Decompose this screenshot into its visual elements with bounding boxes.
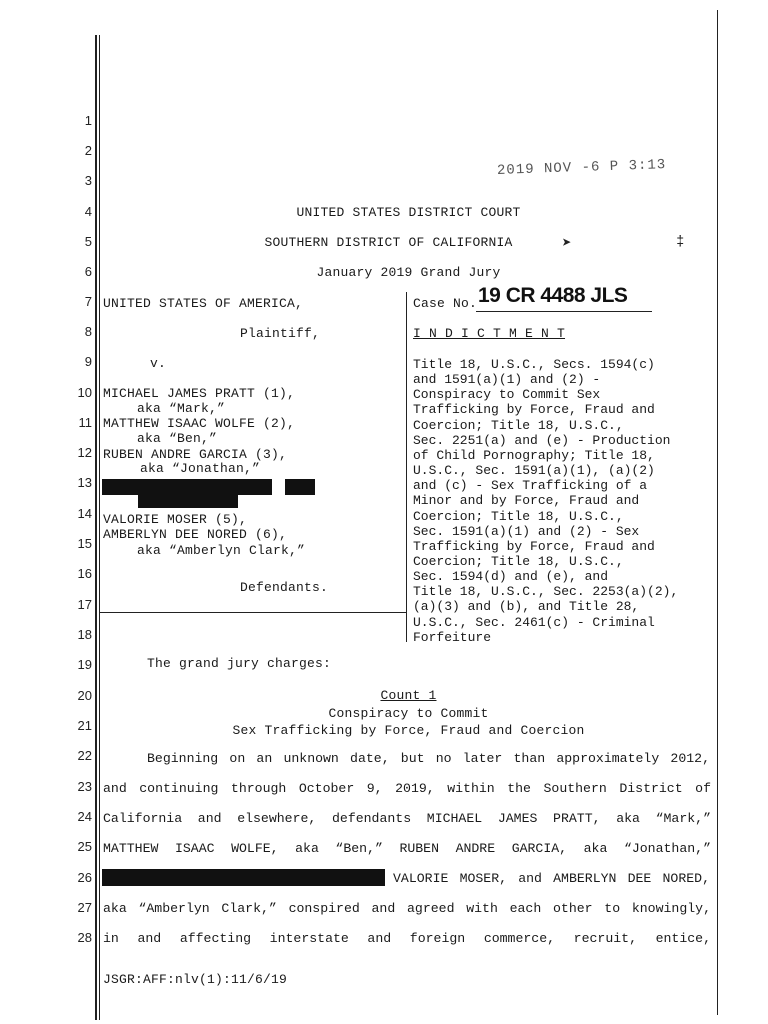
charge-line: Sec. 1591(a)(1) and (2) - Sex <box>413 523 640 539</box>
body-line: California and elsewhere, defendants MICHAEL JAMES PRATT, aka “Mark,” <box>103 811 711 826</box>
defendant-name: MATTHEW ISAAC WOLFE (2), <box>103 416 296 431</box>
body-line: aka “Amberlyn Clark,” conspired and agreed with each other to knowingly, <box>103 901 711 916</box>
line-number: 7 <box>84 294 92 309</box>
line-number: 16 <box>77 566 92 581</box>
case-label: Case No. <box>413 296 478 311</box>
caption-divider <box>406 292 407 642</box>
charge-line: Conspiracy to Commit Sex <box>413 387 601 403</box>
charges-intro: The grand jury charges: <box>147 656 332 671</box>
filing-stamp: 2019 NOV -6 P 3:13 <box>496 157 667 179</box>
line-number: 13 <box>77 475 92 490</box>
defendant-aka: aka “Ben,” <box>137 431 218 446</box>
line-number: 4 <box>84 204 92 219</box>
charge-line: Title 18, U.S.C., Sec. 2253(a)(2), <box>413 584 679 600</box>
body-line: MATTHEW ISAAC WOLFE, aka “Ben,” RUBEN ANDRE GARCIA, aka “Jonathan,” <box>103 841 711 856</box>
document-type: I N D I C T M E N T <box>413 326 566 341</box>
redaction-bar <box>285 479 315 495</box>
line-number: 10 <box>77 385 92 400</box>
count-subtitle: Sex Trafficking by Force, Fraud and Coercion <box>232 723 585 738</box>
charge-line: of Child Pornography; Title 18, <box>413 447 655 463</box>
count-subtitle: Conspiracy to Commit <box>328 706 489 721</box>
defendant-aka: aka “Amberlyn Clark,” <box>137 543 306 558</box>
left-margin-line-outer <box>95 35 97 1020</box>
charge-line: Coercion; Title 18, U.S.C., <box>413 417 624 433</box>
line-number: 22 <box>77 748 92 763</box>
defendant-aka: aka “Jonathan,” <box>140 461 261 476</box>
line-number: 3 <box>84 173 92 188</box>
charge-line: Trafficking by Force, Fraud and <box>413 402 655 418</box>
line-number: 19 <box>77 657 92 672</box>
charge-line: Title 18, U.S.C., Secs. 1594(c) <box>413 357 655 372</box>
body-line: Beginning on an unknown date, but no later than approximately 2012, <box>147 751 710 766</box>
case-number: 19 CR 4488 JLS <box>478 284 628 307</box>
charge-line: Coercion; Title 18, U.S.C., <box>413 553 624 569</box>
court-name: UNITED STATES DISTRICT COURT <box>296 205 521 220</box>
grand-jury: January 2019 Grand Jury <box>316 265 501 280</box>
body-line: in and affecting interstate and foreign commerce, recruit, entice, <box>103 931 711 946</box>
charge-line: and 1591(a)(1) and (2) - <box>413 372 601 388</box>
charge-line: Sec. 2251(a) and (e) - Production <box>413 432 671 448</box>
line-number: 18 <box>77 627 92 642</box>
case-number-underline <box>476 311 652 312</box>
plaintiff-label: Plaintiff, <box>240 326 321 341</box>
defendant-name: VALORIE MOSER (5), <box>103 512 248 527</box>
charge-line: Coercion; Title 18, U.S.C., <box>413 508 624 524</box>
caption-left-border <box>99 292 100 642</box>
line-number: 12 <box>77 445 92 460</box>
line-number: 24 <box>77 809 92 824</box>
line-number: 21 <box>77 718 92 733</box>
line-number: 11 <box>78 415 92 430</box>
line-number: 26 <box>77 870 92 885</box>
footer-initials: JSGR:AFF:nlv(1):11/6/19 <box>103 972 288 987</box>
line-number: 9 <box>84 354 92 369</box>
body-line: VALORIE MOSER, and AMBERLYN DEE NORED, <box>393 871 710 886</box>
charge-line: Trafficking by Force, Fraud and <box>413 538 655 554</box>
charge-line: and (c) - Sex Trafficking of a <box>413 478 648 494</box>
line-number: 28 <box>77 930 92 945</box>
line-number: 25 <box>77 839 92 854</box>
versus: v. <box>150 356 167 371</box>
charge-line: Sec. 1594(d) and (e), and <box>413 569 609 585</box>
defendant-name: MICHAEL JAMES PRATT (1), <box>103 386 296 401</box>
plaintiff-name: UNITED STATES OF AMERICA, <box>103 296 304 311</box>
line-number: 15 <box>77 536 92 551</box>
line-number: 17 <box>77 597 92 612</box>
body-line: and continuing through October 9, 2019, within the Southern District of <box>103 781 711 796</box>
redaction-bar <box>102 869 385 886</box>
defendant-aka: aka “Mark,” <box>137 401 226 416</box>
charge-line: Forfeiture <box>413 629 492 645</box>
line-number: 23 <box>77 779 92 794</box>
defendants-label: Defendants. <box>240 580 329 595</box>
charge-line: Minor and by Force, Fraud and <box>413 493 640 509</box>
defendant-name: AMBERLYN DEE NORED (6), <box>103 527 288 542</box>
line-number: 1 <box>84 113 92 128</box>
margin-scribble-icon: ‡ <box>676 234 685 250</box>
arrow-mark-icon: ➤ <box>562 235 572 253</box>
redaction-bar <box>102 479 272 495</box>
charge-line: (a)(3) and (b), and Title 28, <box>413 599 640 615</box>
district-name: SOUTHERN DISTRICT OF CALIFORNIA <box>264 235 513 250</box>
defendant-name: RUBEN ANDRE GARCIA (3), <box>103 447 288 462</box>
charge-line: U.S.C., Sec. 2461(c) - Criminal <box>413 614 655 630</box>
line-number: 6 <box>84 264 92 279</box>
redaction-bar <box>138 494 238 508</box>
line-number: 8 <box>84 324 92 339</box>
line-number: 5 <box>84 234 92 249</box>
right-margin-line <box>717 10 718 1015</box>
line-number: 20 <box>77 688 92 703</box>
charge-line: U.S.C., Sec. 1591(a)(1), (a)(2) <box>413 463 655 479</box>
caption-bottom-rule <box>99 612 407 613</box>
line-number: 14 <box>77 506 92 521</box>
line-number: 27 <box>77 900 92 915</box>
line-number: 2 <box>84 143 92 158</box>
count-title: Count 1 <box>380 688 437 703</box>
